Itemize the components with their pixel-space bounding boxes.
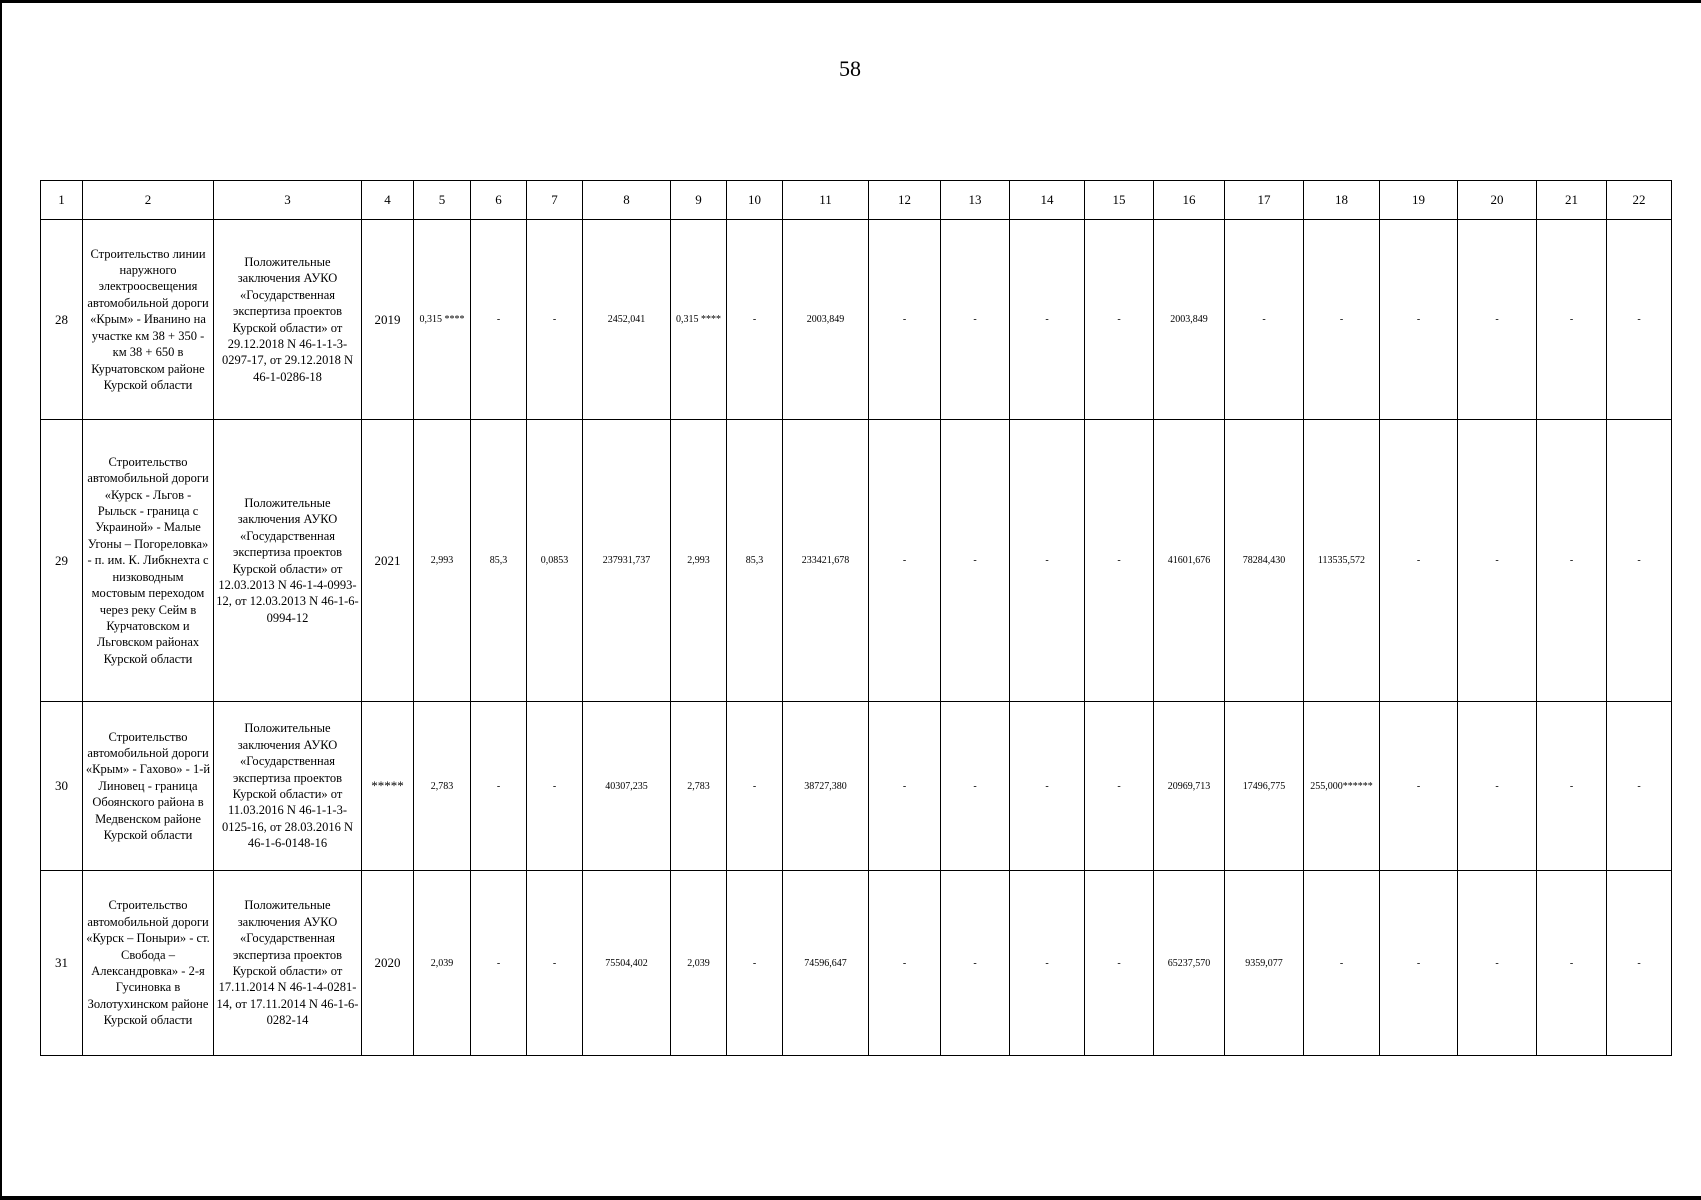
approval-document: Положительные заключения АУКО «Государственная экспертиза проектов Курской области» от 12.03.2013 N 46-1-4-0993-12, от 12.03.2013 N 46-1-6-0994-12	[214, 420, 362, 702]
header-col: 16	[1154, 181, 1225, 220]
table-cell: 2,783	[671, 702, 727, 871]
table-cell: -	[1010, 871, 1085, 1056]
table-cell: -	[527, 702, 583, 871]
table-cell: -	[869, 702, 941, 871]
table-cell: -	[1085, 220, 1154, 420]
table-cell: -	[1085, 420, 1154, 702]
table-cell: -	[1010, 702, 1085, 871]
header-col: 5	[414, 181, 471, 220]
header-row	[41, 181, 1672, 220]
table-row	[41, 702, 1672, 871]
table-cell: -	[527, 220, 583, 420]
header-col: 1	[41, 181, 83, 220]
table-cell: 85,3	[471, 420, 527, 702]
table-row	[41, 871, 1672, 1056]
table-cell: -	[941, 702, 1010, 871]
row-number: 28	[41, 220, 83, 420]
header-col: 8	[583, 181, 671, 220]
object-name: Строительство автомобильной дороги «Крым» - Гахово» - 1-й Линовец - граница Обоянского района в Медвенском районе Курской области	[83, 702, 214, 871]
header-col: 9	[671, 181, 727, 220]
table-cell: -	[471, 871, 527, 1056]
table-cell: -	[727, 871, 783, 1056]
header-col: 11	[783, 181, 869, 220]
table-cell: -	[1225, 220, 1304, 420]
table-row	[41, 420, 1672, 702]
table-cell: 78284,430	[1225, 420, 1304, 702]
scan-border-left	[0, 0, 2, 1200]
header-col: 15	[1085, 181, 1154, 220]
data-table	[40, 180, 1672, 1056]
table-cell: 113535,572	[1304, 420, 1380, 702]
table-cell: 2452,041	[583, 220, 671, 420]
table-cell: -	[1458, 871, 1537, 1056]
table-cell: 38727,380	[783, 702, 869, 871]
header-col: 7	[527, 181, 583, 220]
table-cell: 2003,849	[1154, 220, 1225, 420]
table-cell: -	[1607, 702, 1672, 871]
table-cell: 20969,713	[1154, 702, 1225, 871]
header-col: 14	[1010, 181, 1085, 220]
approval-document: Положительные заключения АУКО «Государственная экспертиза проектов Курской области» от 11.03.2016 N 46-1-1-3-0125-16, от 28.03.2016 N 46-1-6-0148-16	[214, 702, 362, 871]
table-cell: 0,0853	[527, 420, 583, 702]
table-cell: -	[1537, 420, 1607, 702]
table-cell: -	[1380, 220, 1458, 420]
table-cell: -	[1304, 871, 1380, 1056]
table-cell: -	[1010, 420, 1085, 702]
table-cell: 2,039	[414, 871, 471, 1056]
object-name: Строительство автомобильной дороги «Курск - Льгов - Рыльск - граница с Украиной» - Малые Угоны – Погореловка» - п. им. К. Либкнехта с низководным мостовым переходом через реку Сейм в Курчатовском и Льговском районах Курской области	[83, 420, 214, 702]
header-col: 12	[869, 181, 941, 220]
table-cell: -	[941, 420, 1010, 702]
table-cell: 75504,402	[583, 871, 671, 1056]
table-cell: 0,315 ****	[414, 220, 471, 420]
table-cell: 2,993	[414, 420, 471, 702]
header-col: 22	[1607, 181, 1672, 220]
table-cell: -	[471, 220, 527, 420]
table-cell: 2,039	[671, 871, 727, 1056]
table-cell: -	[527, 871, 583, 1056]
table-cell: 40307,235	[583, 702, 671, 871]
header-col: 10	[727, 181, 783, 220]
table-cell: -	[471, 702, 527, 871]
table-row	[41, 220, 1672, 420]
header-col: 2	[83, 181, 214, 220]
header-col: 18	[1304, 181, 1380, 220]
table-cell: 0,315 ****	[671, 220, 727, 420]
header-col: 3	[214, 181, 362, 220]
table-cell: -	[1085, 702, 1154, 871]
table-cell: -	[1537, 220, 1607, 420]
row-number: 31	[41, 871, 83, 1056]
table-cell: -	[869, 420, 941, 702]
header-col: 19	[1380, 181, 1458, 220]
table-cell: 237931,737	[583, 420, 671, 702]
header-col: 4	[362, 181, 414, 220]
table-cell: 9359,077	[1225, 871, 1304, 1056]
table-cell: 2,993	[671, 420, 727, 702]
table-cell: -	[1607, 420, 1672, 702]
year-cell: 2020	[362, 871, 414, 1056]
table-cell: -	[1380, 420, 1458, 702]
table-cell: -	[941, 220, 1010, 420]
year-cell: *****	[362, 702, 414, 871]
table-cell: -	[1458, 220, 1537, 420]
table-cell: -	[1458, 702, 1537, 871]
object-name: Строительство линии наружного электроосвещения автомобильной дороги «Крым» - Иванино на участке км 38 + 350 - км 38 + 650 в Курчатовском районе Курской области	[83, 220, 214, 420]
scan-border-bottom	[0, 1196, 1701, 1200]
scan-border-top	[0, 0, 1701, 3]
table-cell: 65237,570	[1154, 871, 1225, 1056]
table-cell: 85,3	[727, 420, 783, 702]
approval-document: Положительные заключения АУКО «Государственная экспертиза проектов Курской области» от 29.12.2018 N 46-1-1-3-0297-17, от 29.12.2018 N 46-1-0286-18	[214, 220, 362, 420]
page-number: 58	[839, 56, 861, 81]
table-cell: -	[1537, 871, 1607, 1056]
year-cell: 2019	[362, 220, 414, 420]
header-col: 21	[1537, 181, 1607, 220]
table-cell: 2,783	[414, 702, 471, 871]
header-col: 13	[941, 181, 1010, 220]
table-cell: -	[1380, 702, 1458, 871]
header-col: 17	[1225, 181, 1304, 220]
table-cell: -	[1380, 871, 1458, 1056]
table-cell: -	[869, 220, 941, 420]
table-cell: -	[1085, 871, 1154, 1056]
approval-document: Положительные заключения АУКО «Государственная экспертиза проектов Курской области» от 17.11.2014 N 46-1-4-0281-14, от 17.11.2014 N 46-1-6-0282-14	[214, 871, 362, 1056]
table-cell: 41601,676	[1154, 420, 1225, 702]
table-cell: -	[727, 702, 783, 871]
header-col: 20	[1458, 181, 1537, 220]
year-cell: 2021	[362, 420, 414, 702]
table-cell: -	[1607, 220, 1672, 420]
table-cell: -	[1304, 220, 1380, 420]
table-cell: -	[1010, 220, 1085, 420]
object-name: Строительство автомобильной дороги «Курск – Поныри» - ст. Свобода – Александровка» - 2-я Гусиновка в Золотухинском районе Курской области	[83, 871, 214, 1056]
table-cell: 74596,647	[783, 871, 869, 1056]
row-number: 29	[41, 420, 83, 702]
table-cell: -	[869, 871, 941, 1056]
table-cell: 233421,678	[783, 420, 869, 702]
table-cell: -	[941, 871, 1010, 1056]
row-number: 30	[41, 702, 83, 871]
table-cell: -	[1607, 871, 1672, 1056]
table-cell: -	[727, 220, 783, 420]
header-col: 6	[471, 181, 527, 220]
table-cell: -	[1537, 702, 1607, 871]
table-cell: -	[1458, 420, 1537, 702]
table-cell: 255,000******	[1304, 702, 1380, 871]
table-cell: 2003,849	[783, 220, 869, 420]
table-cell: 17496,775	[1225, 702, 1304, 871]
